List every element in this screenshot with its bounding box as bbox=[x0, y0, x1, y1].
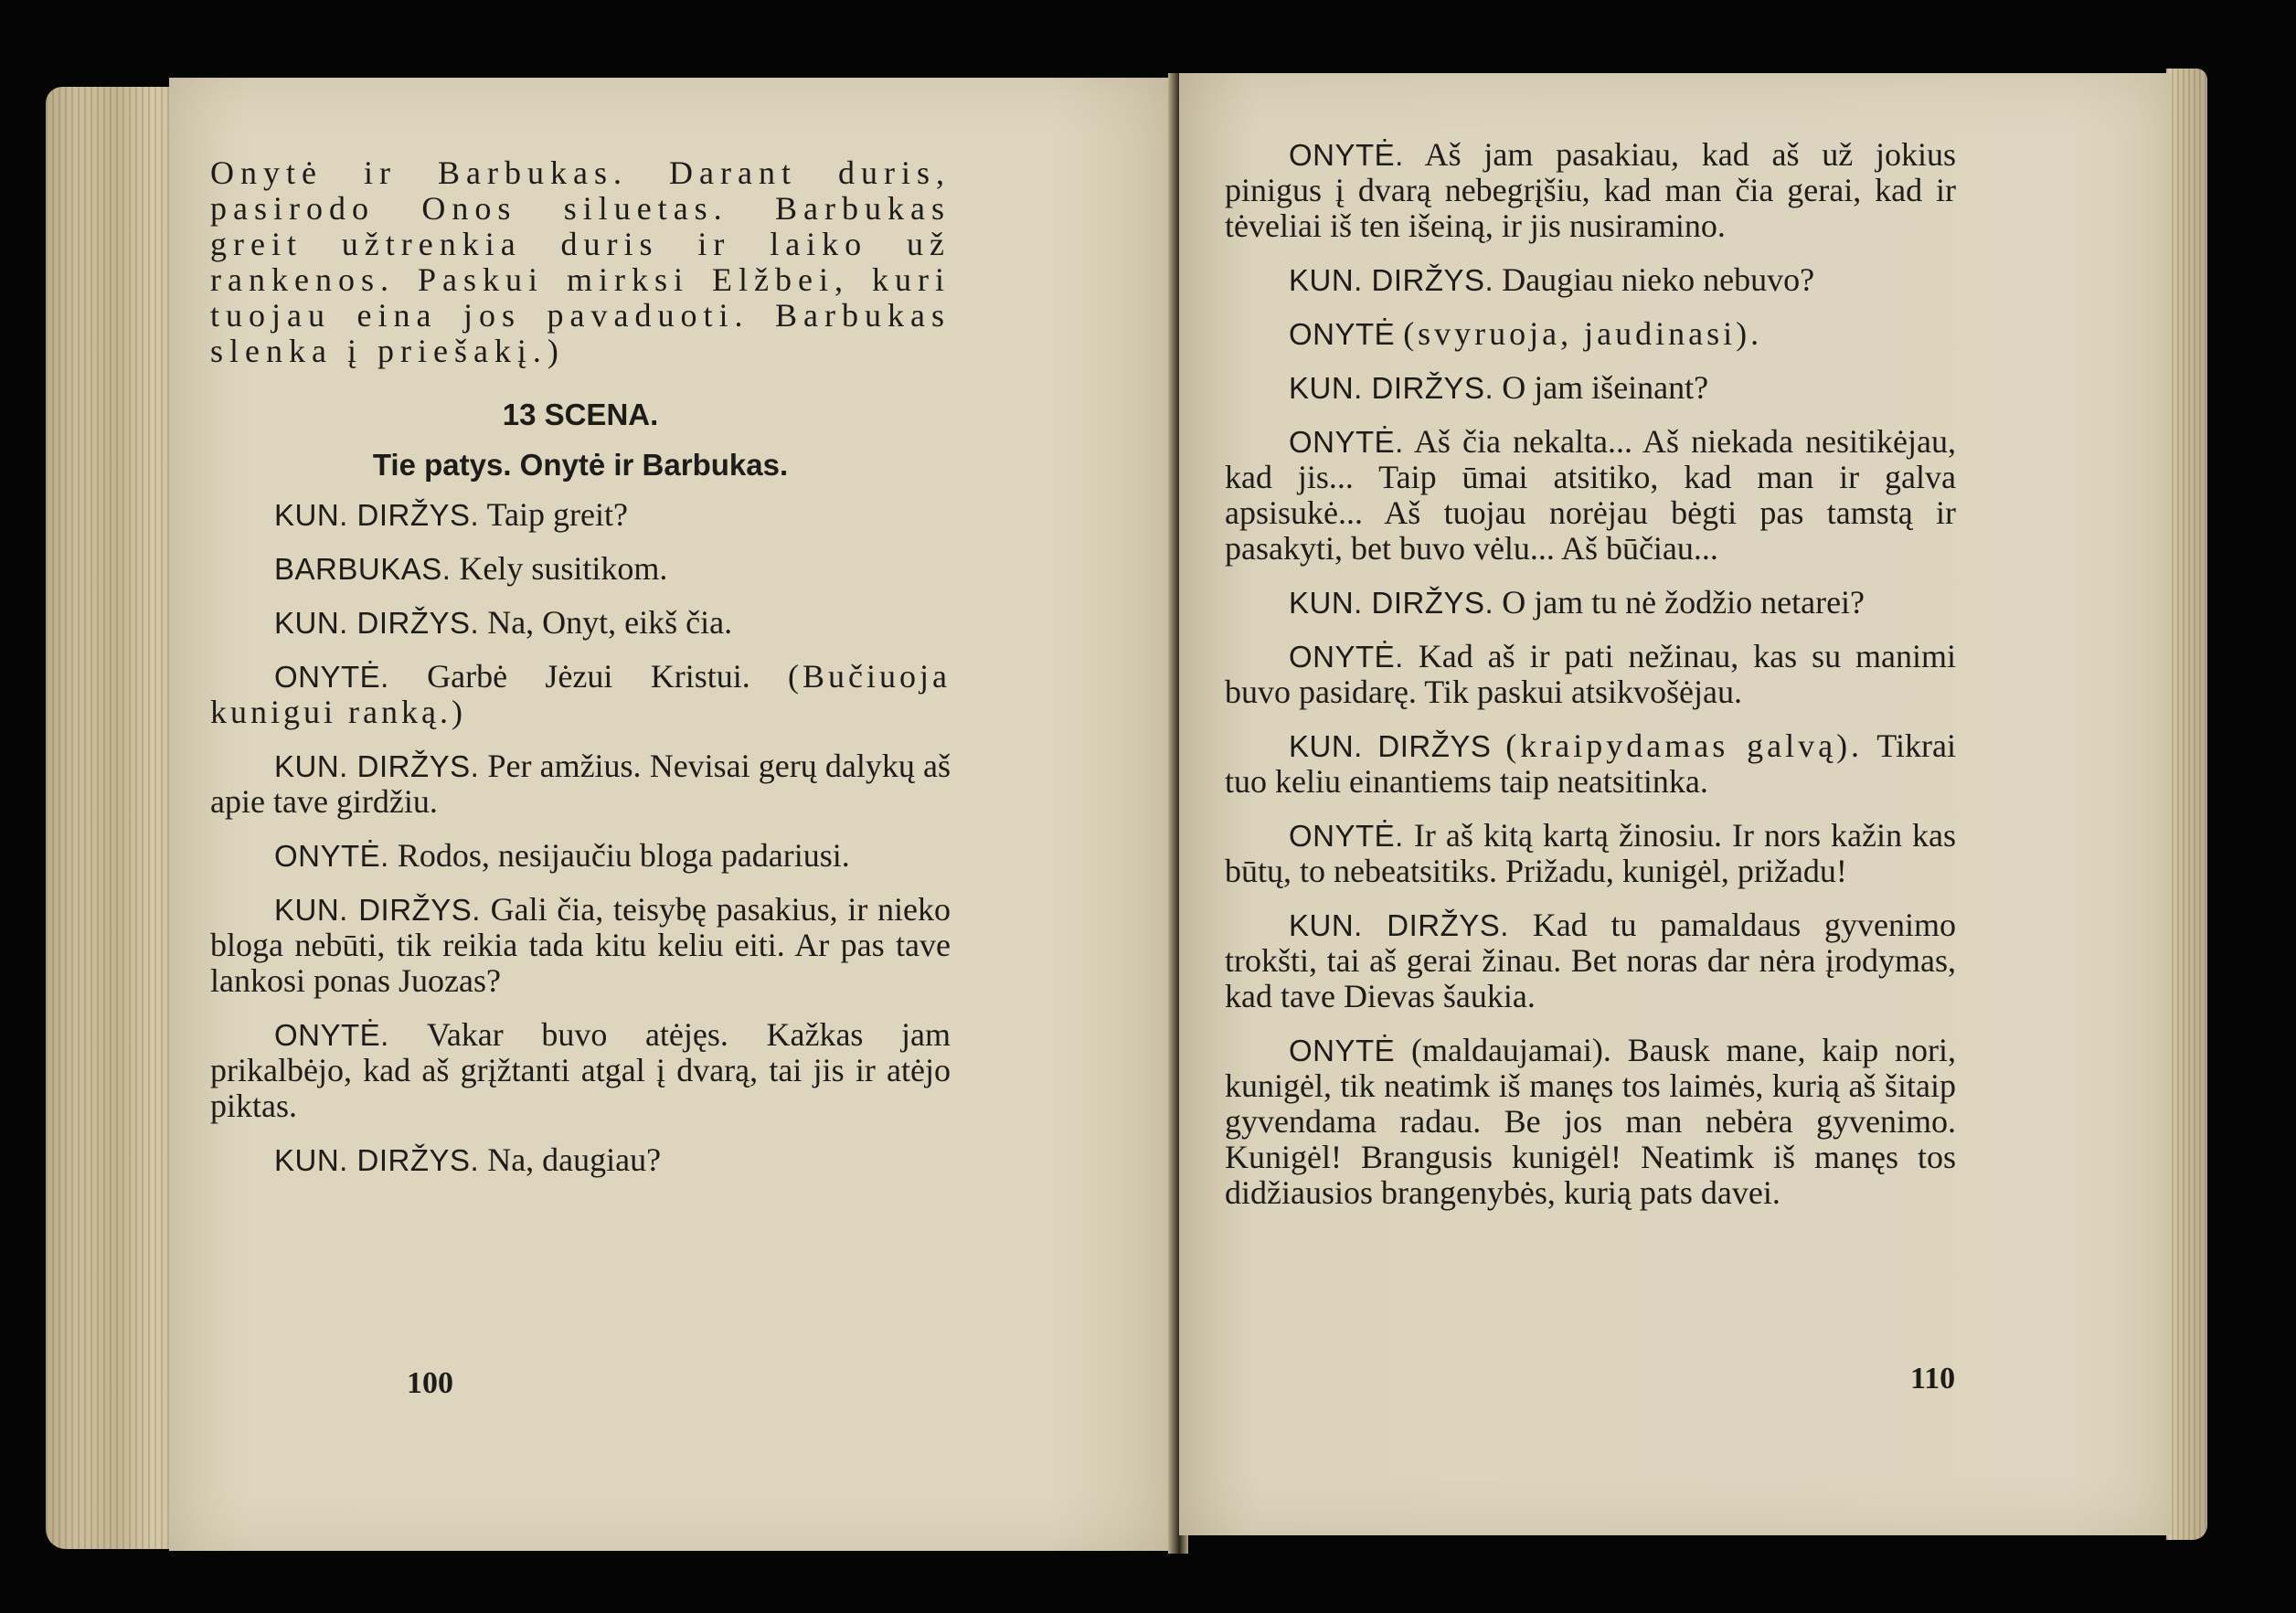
dialogue-line bbox=[210, 497, 951, 533]
line-text: Na, Onyt, eikš čia. bbox=[487, 604, 733, 641]
line-text: Aš jam pasakiau, kad aš už jokius pinigus į dvarą nebegrįšiu, kad man čia gerai, kad ir tėveliai iš ten išeiną, ir jis nusiramino. bbox=[1225, 136, 1956, 244]
dialogue-line bbox=[210, 605, 951, 641]
right-page-edges bbox=[2166, 69, 2207, 1540]
dialogue-line bbox=[210, 1142, 951, 1178]
dialogue-line bbox=[210, 748, 951, 820]
line-text: Gali čia, teisybę pasakius, ir nieko bloga nebūti, tik reikia tada kitu keliu eiti. Ar pas tave lankosi ponas Juozas? bbox=[210, 891, 951, 999]
scene-cast: Tie patys. Onytė ir Barbukas. bbox=[372, 448, 789, 482]
left-page-edges bbox=[46, 87, 174, 1549]
speaker-name: KUN. DIRŽYS bbox=[1289, 729, 1492, 763]
speaker-name: KUN. DIRŽYS. bbox=[274, 749, 480, 783]
speaker-name: ONYTĖ. bbox=[274, 839, 389, 873]
dialogue-line bbox=[1225, 585, 1956, 621]
page-number-right: 110 bbox=[1910, 1362, 1956, 1395]
stage-direction: (maldaujamai). bbox=[1410, 1032, 1611, 1068]
dialogue-line bbox=[1225, 1033, 1956, 1211]
line-text: Vakar buvo atėjęs. Kažkas jam prikalbėjo, kad aš grįžtanti atgal į dvarą, tai jis ir atėjo piktas. bbox=[210, 1016, 951, 1124]
dialogue-line bbox=[210, 659, 951, 730]
dialogue-line bbox=[1225, 262, 1956, 298]
line-text: Aš čia nekalta... Aš niekada nesitikėjau, kad jis... Taip ūmai atsitiko, kad man ir galva apsisukė... Aš tuojau norėjau bėgti pas tamstą ir pasakyti, bet buvo vėlu... Aš būčiau... bbox=[1225, 423, 1957, 567]
speaker-name: ONYTĖ bbox=[1289, 1034, 1396, 1067]
speaker-name: KUN. DIRŽYS. bbox=[1289, 371, 1494, 405]
dialogue-line bbox=[210, 892, 951, 999]
line-text: O jam tu nė žodžio netarei? bbox=[1502, 584, 1866, 621]
stage-direction: (kraipydamas galvą). bbox=[1505, 727, 1864, 764]
stage-direction: (svyruoja, jaudinasi). bbox=[1403, 315, 1763, 352]
speaker-name: ONYTĖ. bbox=[274, 1018, 389, 1052]
line-text: Na, daugiau? bbox=[487, 1141, 662, 1178]
right-page-text bbox=[1225, 137, 1956, 1229]
line-text: Bausk mane, kaip nori, kunigėl, tik neatimk iš manęs tos laimės, kurią aš šitaip gyvendama radau. Be jos man nebėra gyvenimo. Kunigėl! Brangusis kunigėl! Neatimk iš manęs tos didžiausios brangenybės, kurią pats davei. bbox=[1225, 1032, 1956, 1211]
dialogue-line bbox=[1225, 137, 1956, 244]
dialogue-line bbox=[1225, 316, 1956, 352]
speaker-name: KUN. DIRŽYS. bbox=[1289, 263, 1494, 297]
dialogue-line bbox=[1225, 728, 1956, 800]
line-text: Kad aš ir pati nežinau, kas su manimi buvo pasidarę. Tik paskui atsikvošėjau. bbox=[1225, 638, 1957, 710]
dialogue-line bbox=[1225, 639, 1956, 710]
speaker-name: KUN. DIRŽYS. bbox=[274, 606, 480, 640]
speaker-name: ONYTĖ. bbox=[1289, 640, 1404, 674]
line-text: Kely susitikom. bbox=[459, 550, 668, 587]
dialogue-line bbox=[1225, 818, 1956, 889]
dialogue-line bbox=[210, 838, 951, 874]
line-text: Per amžius. Nevisai gerų dalykų aš apie tave girdžiu. bbox=[210, 748, 951, 820]
line-text: Garbė Jėzui Kristui. bbox=[427, 658, 750, 695]
speaker-name: ONYTĖ. bbox=[1289, 819, 1404, 853]
line-text: Rodos, nesijaučiu bloga padariusi. bbox=[397, 837, 850, 874]
speaker-name: BARBUKAS. bbox=[274, 552, 452, 586]
stage-direction: Onytė ir Barbukas. Darant duris, pasirodo Onos siluetas. Barbukas greit užtrenkia duris ir laiko už rankenos. Paskui mirksi Elžbei, kuri tuojau eina jos pavaduoti. Barbukas slenka į priešakį.) bbox=[210, 154, 951, 369]
line-text: O jam išeinant? bbox=[1502, 369, 1709, 406]
line-text: Daugiau nieko nebuvo? bbox=[1502, 261, 1815, 298]
dialogue-line bbox=[1225, 907, 1956, 1014]
speaker-name: KUN. DIRŽYS. bbox=[274, 893, 481, 927]
speaker-name: ONYTĖ bbox=[1289, 317, 1396, 351]
speaker-name: KUN. DIRŽYS. bbox=[1289, 908, 1509, 942]
left-page-text bbox=[210, 155, 951, 1196]
speaker-name: ONYTĖ. bbox=[1289, 138, 1404, 172]
dialogue-line bbox=[210, 1017, 951, 1124]
page-number-left: 100 bbox=[407, 1366, 453, 1400]
speaker-name: KUN. DIRŽYS. bbox=[274, 1143, 480, 1177]
stage-direction: (Bučiuoja kunigui ranką.) bbox=[210, 658, 951, 730]
line-text: Kad tu pamaldaus gyvenimo trokšti, tai aš gerai žinau. Bet noras dar nėra įrodymas, kad tave Dievas šaukia. bbox=[1225, 907, 1956, 1014]
scene-heading: 13 SCENA. bbox=[502, 398, 659, 431]
speaker-name: KUN. DIRŽYS. bbox=[1289, 586, 1494, 620]
dialogue-line bbox=[1225, 370, 1956, 406]
speaker-name: ONYTĖ. bbox=[1289, 425, 1404, 459]
line-text: Taip greit? bbox=[486, 496, 628, 533]
line-text: Ir aš kitą kartą žinosiu. Ir nors kažin kas būtų, to nebeatsitiks. Prižadu, kunigėl, prižadu! bbox=[1225, 817, 1957, 889]
dialogue-line bbox=[210, 551, 951, 587]
dialogue-line bbox=[1225, 424, 1956, 567]
line-text: Tikrai tuo keliu einantiems taip neatsitinka. bbox=[1225, 727, 1956, 800]
speaker-name: KUN. DIRŽYS. bbox=[274, 498, 480, 532]
speaker-name: ONYTĖ. bbox=[274, 660, 389, 694]
